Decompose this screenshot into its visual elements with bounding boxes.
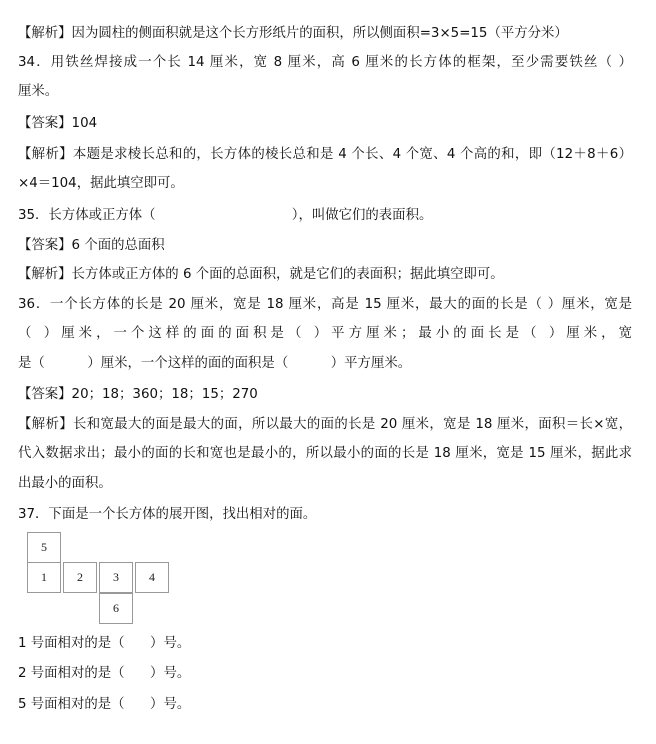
question-37: 37．下面是一个长方体的展开图，找出相对的面。 [18, 507, 317, 522]
net-face-1: 1 [27, 562, 61, 593]
analysis-34-cont: ×4＝104，据此填空即可。 [18, 176, 184, 191]
question-36: 36．一个长方体的长是 20 厘米，宽是 18 厘米，高是 15 厘米，最大的面的长是（ ）厘米，宽是 [18, 297, 632, 312]
question-34-cont: 厘米。 [18, 84, 59, 99]
net-face-2: 2 [63, 562, 97, 593]
answer-35: 【答案】6 个面的总面积 [18, 238, 165, 253]
answer-34: 【答案】104 [18, 116, 98, 131]
question-36-cont: （ ）厘米，一个这样的面的面积是（ ）平方厘米；最小的面长是（ ）厘米，宽 [18, 326, 632, 341]
analysis-36-cont: 代入数据求出；最小的面的长和宽也是最小的，所以最小的面的长是 18 厘米，宽是 15 厘米，据此求 [18, 446, 632, 461]
analysis-33: 【解析】因为圆柱的侧面积就是这个长方形纸片的面积，所以侧面积=3×5=15（平方分米） [18, 26, 568, 41]
question-35: 35．长方体或正方体（ ），叫做它们的表面积。 [18, 208, 433, 223]
analysis-36-cont2: 出最小的面积。 [18, 476, 112, 491]
question-37-face2: 2 号面相对的是（ ）号。 [18, 666, 191, 681]
analysis-36: 【解析】长和宽最大的面是最大的面，所以最大的面的长是 20 厘米，宽是 18 厘米，面积＝长×宽， [18, 417, 632, 432]
net-face-3: 3 [99, 562, 133, 593]
net-face-5: 5 [27, 532, 61, 563]
question-37-face1: 1 号面相对的是（ ）号。 [18, 636, 191, 651]
net-face-4: 4 [135, 562, 169, 593]
question-37-face5: 5 号面相对的是（ ）号。 [18, 697, 191, 712]
net-face-6: 6 [99, 593, 133, 624]
answer-36: 【答案】20；18；360；18；15；270 [18, 387, 258, 402]
analysis-34: 【解析】本题是求棱长总和的，长方体的棱长总和是 4 个长、4 个宽、4 个高的和，即（12＋8＋6） [18, 147, 632, 162]
cuboid-net-diagram [27, 532, 169, 626]
question-34: 34．用铁丝焊接成一个长 14 厘米，宽 8 厘米，高 6 厘米的长方体的框架，至少需要铁丝（ ） [18, 55, 632, 70]
analysis-35: 【解析】长方体或正方体的 6 个面的总面积，就是它们的表面积；据此填空即可。 [18, 267, 504, 282]
question-36-cont2: 是（ ）厘米，一个这样的面的面积是（ ）平方厘米。 [18, 356, 412, 371]
